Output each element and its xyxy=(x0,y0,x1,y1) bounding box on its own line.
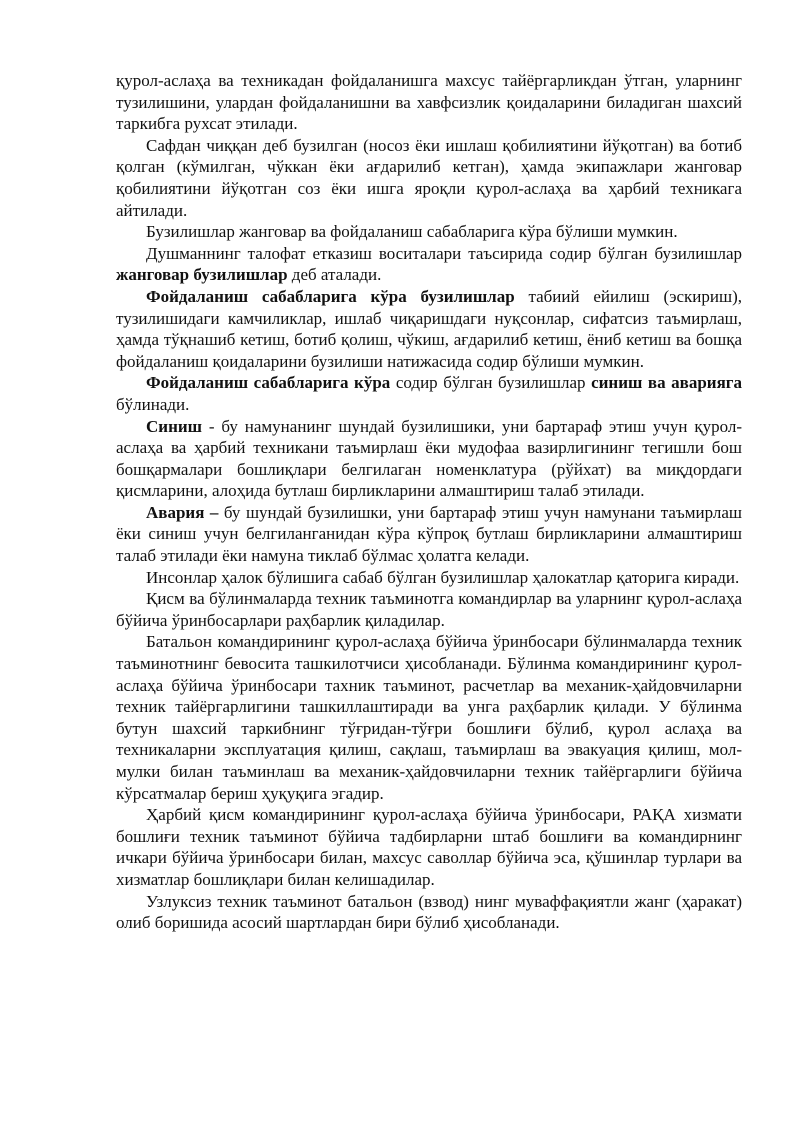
paragraph-4 xyxy=(116,243,742,286)
paragraph-13 xyxy=(116,891,742,934)
paragraph-text: содир бўлган бузилишлар xyxy=(390,373,592,393)
document-page xyxy=(116,70,742,934)
paragraph-7 xyxy=(116,416,742,502)
paragraph-text: - бу намунанинг шундай бузилишики, уни бартараф этиш учун қурол-аслаҳа ва ҳарбий техникани таъмирлаш ёки мудофаа вазирлигининг тегишли бош бошқармалари бошлиқлари белгилаган номенклатура (рўйхат) ва миқдордаги қисмларини, алоҳида бутлаш бирликларини алмаштириш талаб этилади. xyxy=(116,416,742,501)
paragraph-text: бу шундай бузилишки, уни бартараф этиш учун намунани таъмирлаш ёки синиш учун белгиланганидан кўра кўпроқ бутлаш бирликларини алмаштириш талаб этилади ёки намуна тиклаб бўлмас ҳолатга келади. xyxy=(116,502,742,566)
paragraph-2 xyxy=(116,135,742,221)
paragraph-text: бўлинади. xyxy=(116,394,190,414)
paragraph-text: табиий ейилиш (эскириш), тузилишидаги камчиликлар, ишлаб чиқаришдаги нуқсонлар, сифатсиз таъмирлаш, ҳамда тўқнашиб кетиш, ботиб қолиш, чўкиш, ағдарилиб кетиш, ёниб кетиш ва бошқа фойдаланиш қоидаларини бузилиши натижасида содир бўлиши мумкин. xyxy=(116,286,742,371)
paragraph-text: Ҳарбий қисм командирининг қурол-аслаҳа бўйича ўринбосари, РАҚА хизмати бошлиғи техник таъминот бўйича тадбирларни штаб бошлиғи ва командирнинг ичкари бўйича ўринбосари билан, махсус саволлар бўйича эса, қўшинлар турлари ва хизматлар бошлиқлари билан келишадилар. xyxy=(116,805,742,889)
paragraph-text: Бузилишлар жанговар ва фойдаланиш сабабларига кўра бўлиши мумкин. xyxy=(146,222,678,242)
paragraph-text: Узлуксиз техник таъминот батальон (взвод) нинг муваффақиятли жанг (ҳаракат) олиб боришида асосий шартлардан бири бўлиб ҳисобланади. xyxy=(116,891,742,933)
bold-term: Синиш xyxy=(146,416,203,436)
bold-term: Фойдаланиш сабабларига кўра бузилишлар xyxy=(146,286,515,306)
paragraph-8 xyxy=(116,502,742,567)
paragraph-text: Душманнинг талофат етказиш воситалари таъсирида содир бўлган бузилишлар xyxy=(146,243,742,263)
paragraph-12 xyxy=(116,804,742,890)
paragraph-text: Сафдан чиққан деб бузилган (носоз ёки ишлаш қобилиятини йўқотган) ва ботиб қолган (кўмилган, чўккан ёки ағдарилиб кетган), ҳамда экипажлари жанговар қобилиятини йўқотган соз ёки ишга яроқли қурол-аслаҳа ва ҳарбий техникага айтилади. xyxy=(116,135,742,220)
paragraph-10 xyxy=(116,588,742,631)
bold-term: Фойдаланиш сабабларига кўра xyxy=(146,373,391,393)
paragraph-text: Инсонлар ҳалок бўлишига сабаб бўлган бузилишлар ҳалокатлар қаторига киради. xyxy=(146,567,740,587)
paragraph-9 xyxy=(116,567,742,589)
paragraph-text: деб аталади. xyxy=(287,265,382,285)
bold-term: Авария – xyxy=(146,502,219,522)
paragraph-text: Батальон командирининг қурол-аслаҳа бўйича ўринбосари бўлинмаларда техник таъминотнинг бевосита ташкилотчиси ҳисобланади. Бўлинма командирининг қурол-аслаҳа бўйича ўринбосари тахник таъминот, расчетлар ва механик-ҳайдовчиларни техник тайёргарлигини ташкиллаштиради ва унга раҳбарлик қилади. У бўлинма бутун шахсий таркибнинг тўғридан-тўғри бошлиғи бўлиб, қурол аслаҳа ва техникаларни эксплуатация қилиш, сақлаш, таъмирлаш ва эвакуация қилиш, мол-мулки билан таъминлаш ва механик-ҳайдовчиларни техник тайёргарлиги бўйича кўрсатмалар бериш ҳуқуқига эгадир. xyxy=(116,632,742,803)
paragraph-6 xyxy=(116,372,742,415)
paragraph-1 xyxy=(116,70,742,135)
paragraph-11 xyxy=(116,631,742,804)
paragraph-3 xyxy=(116,221,742,243)
bold-term: жанговар бузилишлар xyxy=(116,265,288,285)
paragraph-5 xyxy=(116,286,742,372)
paragraph-text: қурол-аслаҳа ва техникадан фойдаланишга махсус тайёргарликдан ўтган, уларнинг тузилишини, улардан фойдаланишни ва хавфсизлик қоидаларини биладиган шахсий таркибга рухсат этилади. xyxy=(116,71,742,134)
paragraph-text: Қисм ва бўлинмаларда техник таъминотга командирлар ва уларнинг қурол-аслаҳа бўйича ўринбосарлари раҳбарлик қиладилар. xyxy=(116,589,742,630)
bold-term: синиш ва аварияга xyxy=(591,373,742,393)
